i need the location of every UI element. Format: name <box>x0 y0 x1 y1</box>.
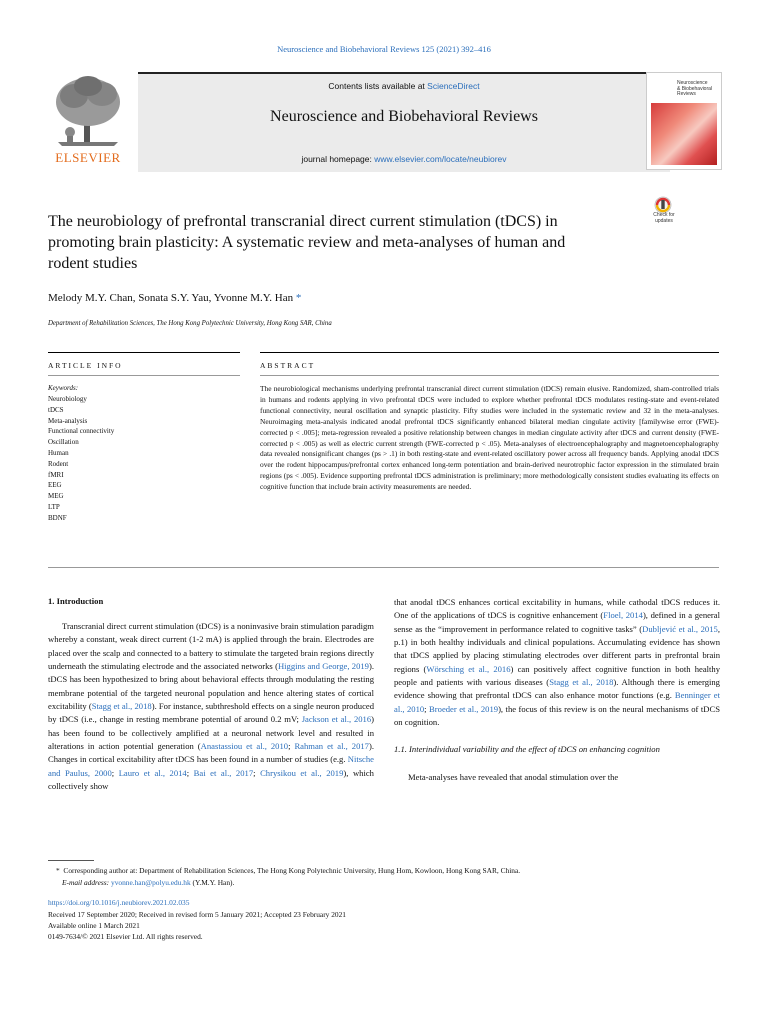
article-info-rule <box>48 352 240 353</box>
body-text: ; <box>424 703 430 714</box>
citation-link[interactable]: Chrysikou et al., 2019 <box>260 767 344 778</box>
body-text: ; <box>253 767 261 778</box>
article-title: The neurobiology of prefrontal transcranial direct current stimulation (tDCS) in promoting brain plasticity: A systematic review and meta-analyses of human and rodent studies <box>48 213 566 272</box>
contents-line: Contents lists available at ScienceDirect <box>328 81 480 91</box>
corresponding-footnote: * Corresponding author at: Department of Rehabilitation Sciences, The Hong Kong Polytechnic University, Hung Hom, Kowloon, Hong Kong SAR, China. <box>56 866 521 875</box>
journal-name: Neuroscience and Biobehavioral Reviews <box>270 108 538 125</box>
citation-link[interactable]: Broeder et al., 2019 <box>429 703 499 714</box>
intro-paragraph <box>48 620 374 793</box>
citation-link[interactable]: Wörsching et al., 2016 <box>426 663 511 674</box>
body-text: ). Changes in cortical excitability after tDCS has been found in a number of studies (e.g. <box>48 741 374 765</box>
abstract-subrule <box>260 375 719 376</box>
body-column-left <box>48 620 374 793</box>
cover-image <box>646 72 722 170</box>
running-header: Neuroscience and Biobehavioral Reviews 125 (2021) 392–416 <box>277 44 491 54</box>
keyword: Meta-analysis <box>48 416 88 425</box>
received-dates: Received 17 September 2020; Received in revised form 5 January 2021; Accepted 23 February 2021 <box>48 910 347 919</box>
cover-art <box>651 103 717 165</box>
citation-link[interactable]: Bai et al., 2017 <box>193 767 254 778</box>
body-text: ), which collectively show <box>48 767 374 792</box>
banner-band <box>138 72 670 172</box>
doi-link[interactable]: https://doi.org/10.1016/j.neubiorev.2021.02.035 <box>48 898 190 907</box>
keywords-list <box>48 394 114 524</box>
article-info-heading: ARTICLE INFO <box>48 361 123 370</box>
available-online: Available online 1 March 2021 <box>48 921 140 930</box>
journal-cover <box>646 72 720 170</box>
keyword: Rodent <box>48 459 69 468</box>
keyword: BDNF <box>48 513 67 522</box>
homepage-link[interactable]: www.elsevier.com/locate/neubiorev <box>374 154 507 164</box>
body-text: ), the focus of this review is on the neural mechanisms of tDCS on cognition. <box>394 703 720 728</box>
body-text: ). tDCS has been hypothesized to bring about behavioral effects through modulating the resting membrane potential of the targeted neuronal population and hence altering states of cortical excitability ( <box>48 661 374 712</box>
body-text: , p.1) in both healthy individuals and clinical populations. Accumulating evidence has shown that tDCS applied by placing stimulating electrodes over different parts in prefrontal brain regions ( <box>394 623 720 674</box>
citation-link[interactable]: Anastassiou et al., 2010 <box>200 741 289 752</box>
copyright: 0149-7634/© 2021 Elsevier Ltd. All rights reserved. <box>48 932 203 941</box>
publisher-name: ELSEVIER <box>55 150 121 165</box>
abstract-heading: ABSTRACT <box>260 361 316 370</box>
journal-banner <box>48 72 720 170</box>
citation-link[interactable]: Floel, 2014 <box>603 610 643 621</box>
citation-link[interactable]: Rahman et al., 2017 <box>294 741 369 752</box>
body-text: ). For instance, subthreshold effects on a single neuron produced by tDCS (i.e., change in resting membrane potential of around 0.2 mV; <box>48 701 374 725</box>
body-text: ), defined in a general sense as the “improvement in performance related to cognitive tasks” ( <box>394 610 720 634</box>
introduction-heading: 1. Introduction <box>48 596 104 606</box>
keyword: Oscillation <box>48 438 79 447</box>
elsevier-logo <box>48 72 128 170</box>
check-updates-label: Check for updates <box>653 212 675 224</box>
citation-link[interactable]: Stagg et al., 2018 <box>549 677 614 688</box>
body-text: ; <box>111 767 119 778</box>
intro-paragraph-continued <box>394 596 720 729</box>
keyword: Human <box>48 448 69 457</box>
body-text: ; <box>186 767 194 778</box>
email-link[interactable]: yvonne.han@polyu.edu.hk <box>111 878 191 887</box>
keyword: tDCS <box>48 405 64 414</box>
citation-link[interactable]: Benninger et al., 2010 <box>394 690 720 714</box>
keyword: EEG <box>48 481 62 490</box>
affiliation: Department of Rehabilitation Sciences, The Hong Kong Polytechnic University, Hong Kong SAR, China <box>48 320 332 327</box>
subsection-paragraph: Meta-analyses have revealed that anodal stimulation over the <box>408 771 619 782</box>
footnote-rule <box>48 860 94 861</box>
citation-link[interactable]: Jackson et al., 2016 <box>301 714 372 725</box>
body-text: ) has been found to be collectively amplified at a neuronal network level and resulted in alterations in action potential generation ( <box>48 714 375 752</box>
body-column-right <box>394 596 720 784</box>
abstract-end-rule <box>48 567 719 568</box>
homepage-line: journal homepage: www.elsevier.com/locate/neubiorev <box>301 154 507 164</box>
citation-link[interactable]: Dubljević et al., 2015 <box>642 623 718 634</box>
citation-link[interactable]: Nitsche and Paulus, 2000 <box>48 754 374 778</box>
body-text: ; <box>288 741 295 752</box>
body-text: that anodal tDCS enhances cortical excitability in humans, while cathodal tDCS reduces it. One of the applications of tDCS is cognitive enhancement ( <box>394 597 720 621</box>
body-text: ). Although there is emerging evidence showing that prefrontal tDCS can also enhance motor functions (e.g. <box>394 677 720 701</box>
article-info-subrule <box>48 375 240 376</box>
body-text: ) can positively affect cognitive function in both healthy people and patients with various diseases ( <box>394 663 720 688</box>
elsevier-tree-icon <box>48 72 128 150</box>
sciencedirect-link[interactable]: ScienceDirect <box>427 81 480 91</box>
keyword: Functional connectivity <box>48 427 115 436</box>
body-text: Transcranial direct current stimulation (tDCS) is a noninvasive brain stimulation paradigm whereby a constant, weak direct current (1-2 mA) is applied through the brain. Electrodes are placed over the scalp and connected to a battery to stimulate the targeted brain regions directly underneath the stimulating electrode and the associated networks ( <box>48 621 374 672</box>
author-list: Melody M.Y. Chan, Sonata S.Y. Yau, Yvonne M.Y. Han * <box>48 292 302 304</box>
keyword: Neurobiology <box>48 395 87 403</box>
cover-title: Neuroscience & Biobehavioral Reviews <box>677 80 713 97</box>
citation-link[interactable]: Stagg et al., 2018 <box>91 701 152 712</box>
keyword: LTP <box>48 502 60 511</box>
abstract-rule <box>260 352 719 353</box>
keyword: fMRI <box>48 470 64 479</box>
keywords-label: Keywords: <box>48 384 79 392</box>
keyword: MEG <box>48 492 64 501</box>
citation-link[interactable]: Higgins and George, 2019 <box>277 661 369 672</box>
abstract-text: The neurobiological mechanisms underlying prefrontal transcranial direct current stimulation (tDCS) remain elusive. Randomized, sham-controlled trials in humans and rodents applying in vivo prefrontal tDCS were included to explore whether prefrontal tDCS modulates resting-state and event-related functional connectivity, neural oscillation and synaptic plasticity. Fifty studies were included in the systematic review and 32 in the meta-analyses. Neuroimaging meta-analysis indicated anodal prefrontal tDCS significantly enhanced bilateral median cingulate activity [familywise error (FWE)-corrected p < .005]; meta-regression revealed a positive relationship between changes in median cingulate activity after tDCS and current density (FWE-corrected p < .005) as well as electric current strength (FWE-corrected p < .05). Meta-analyses of electroencephalography and magnetoencephalography data revealed nonsignificant changes (ps > .1) in both resting-state and event-related oscillatory power across all frequency bands. Applying anodal tDCS over the rodent hippocampus/prefrontal cortex enhanced long-term potentiation and brain-derived neurotrophic factor expression in the stimulated brain regions (ps < .005). Evidence supporting prefrontal tDCS administration is preliminary; more methodologically consistent studies evaluating its effects on cognitive function that include brain activity measurements are needed. <box>260 384 719 492</box>
citation-link[interactable]: Lauro et al., 2014 <box>118 767 187 778</box>
email-footnote: E-mail address: yvonne.han@polyu.edu.hk (Y.M.Y. Han). <box>62 878 235 887</box>
subsection-heading: 1.1. Interindividual variability and the effect of tDCS on enhancing cognition <box>394 744 660 755</box>
corresponding-author-mark[interactable]: * <box>295 292 302 304</box>
